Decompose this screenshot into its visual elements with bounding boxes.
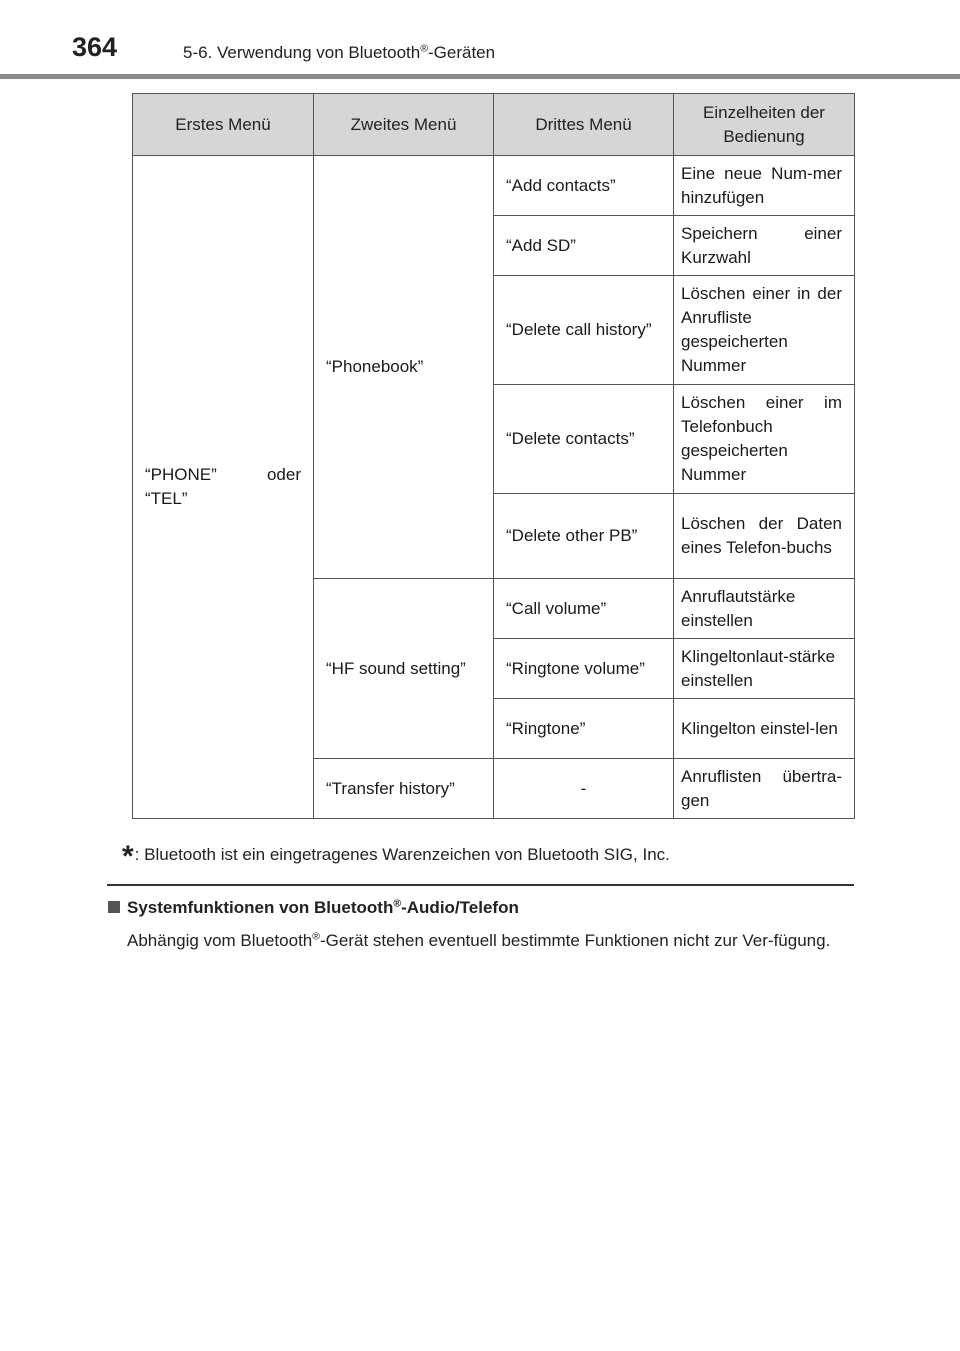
- third-menu-cell: -: [494, 759, 674, 819]
- footnote-text: : Bluetooth ist ein eingetragenes Warenzeichen von Bluetooth SIG, Inc.: [134, 845, 670, 864]
- registered-mark: ®: [393, 897, 402, 910]
- section-title-text: 5-6. Verwendung von Bluetooth: [183, 43, 421, 62]
- subsection-heading: [108, 898, 519, 918]
- footnote: [122, 840, 670, 874]
- header-details: Einzelheiten der Bedienung: [674, 94, 855, 156]
- third-menu-cell: “Delete contacts”: [494, 385, 674, 494]
- third-menu-cell: “Call volume”: [494, 579, 674, 639]
- table-row: [133, 156, 855, 216]
- third-menu-cell: “Delete other PB”: [494, 494, 674, 579]
- registered-mark: ®: [312, 930, 321, 943]
- table-header-row: [133, 94, 855, 156]
- third-menu-cell: “Ringtone volume”: [494, 639, 674, 699]
- header-rule: [0, 74, 960, 79]
- subsection-title: Systemfunktionen von Bluetooth: [127, 898, 394, 917]
- detail-cell: Klingelton einstel-len: [674, 699, 855, 759]
- header-second-menu: Zweites Menü: [314, 94, 494, 156]
- header-third-menu: Drittes Menü: [494, 94, 674, 156]
- footnote-marker: *: [122, 840, 134, 873]
- section-title: [183, 43, 495, 63]
- second-menu-hf-sound: “HF sound setting”: [314, 579, 494, 759]
- third-menu-cell: “Add SD”: [494, 216, 674, 276]
- square-bullet-icon: [108, 901, 120, 913]
- first-menu-cell: “PHONE” oder “TEL”: [133, 156, 314, 819]
- menu-table: [132, 93, 855, 819]
- third-menu-cell: “Add contacts”: [494, 156, 674, 216]
- detail-cell: Anruflisten übertra-gen: [674, 759, 855, 819]
- page-number: 364: [72, 32, 118, 62]
- section-title-suffix: -Geräten: [428, 43, 496, 62]
- detail-cell: Klingeltonlaut-stärke einstellen: [674, 639, 855, 699]
- subsection-title-suffix: -Audio/Telefon: [401, 898, 519, 917]
- paragraph-text-suffix: -Gerät stehen eventuell bestimmte Funktionen nicht zur Ver-fügung.: [320, 931, 831, 950]
- detail-cell: Löschen der Daten eines Telefon-buchs: [674, 494, 855, 579]
- paragraph-text: Abhängig vom Bluetooth: [127, 931, 313, 950]
- subsection-paragraph: [127, 928, 854, 954]
- registered-mark: ®: [420, 42, 428, 55]
- second-menu-phonebook: “Phonebook”: [314, 156, 494, 579]
- detail-cell: Eine neue Num-mer hinzufügen: [674, 156, 855, 216]
- second-menu-transfer: “Transfer history”: [314, 759, 494, 819]
- detail-cell: Löschen einer im Telefonbuch gespeicherten Nummer: [674, 385, 855, 494]
- detail-cell: Speichern einer Kurzwahl: [674, 216, 855, 276]
- header-first-menu: Erstes Menü: [133, 94, 314, 156]
- detail-cell: Löschen einer in der Anrufliste gespeicherten Nummer: [674, 276, 855, 385]
- third-menu-cell: “Delete call history”: [494, 276, 674, 385]
- third-menu-cell: “Ringtone”: [494, 699, 674, 759]
- detail-cell: Anruflautstärke einstellen: [674, 579, 855, 639]
- section-divider: [107, 884, 854, 886]
